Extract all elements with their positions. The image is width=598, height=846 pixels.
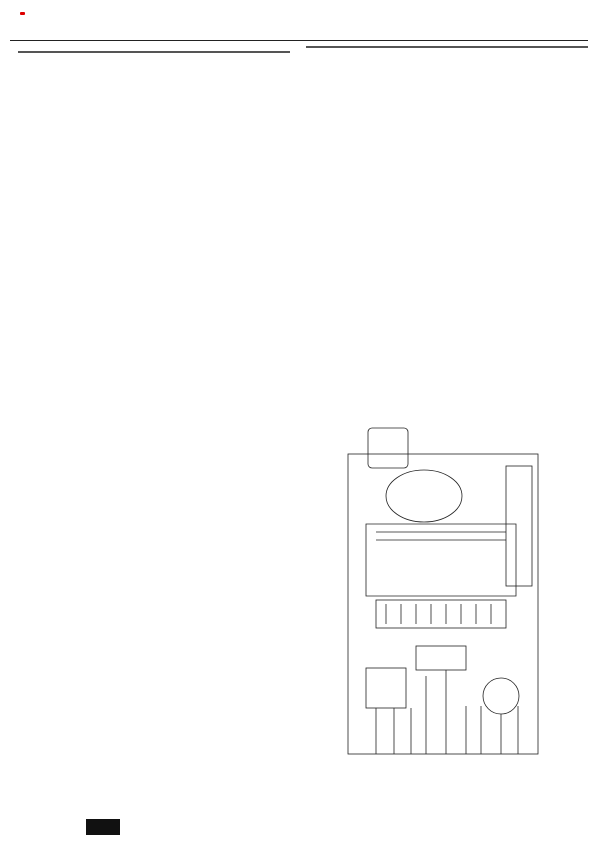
combustion-chamber — [366, 524, 516, 596]
flue-outlet — [368, 428, 408, 468]
col-header — [19, 52, 87, 53]
header-rule — [10, 40, 588, 41]
boiler-diagram — [306, 406, 588, 790]
col-header — [377, 47, 447, 48]
right-column — [306, 46, 588, 62]
page-header — [0, 0, 598, 42]
language-badge — [86, 819, 120, 835]
circulation-pump — [483, 678, 519, 714]
fault-table-continued — [306, 46, 588, 48]
col-header — [307, 47, 377, 48]
fan — [386, 470, 462, 522]
expansion-vessel — [506, 466, 532, 586]
col-header — [222, 52, 290, 53]
gas-valve — [416, 646, 466, 670]
dhw-exchanger — [366, 668, 406, 708]
left-column — [18, 46, 290, 53]
col-header — [154, 52, 222, 53]
col-header — [517, 47, 587, 48]
col-header — [447, 47, 517, 48]
page-footer — [0, 808, 598, 846]
boiler-casing — [348, 454, 538, 754]
fault-table — [18, 51, 290, 53]
col-header — [86, 52, 154, 53]
logo-accent — [20, 12, 25, 15]
burner — [376, 600, 506, 628]
